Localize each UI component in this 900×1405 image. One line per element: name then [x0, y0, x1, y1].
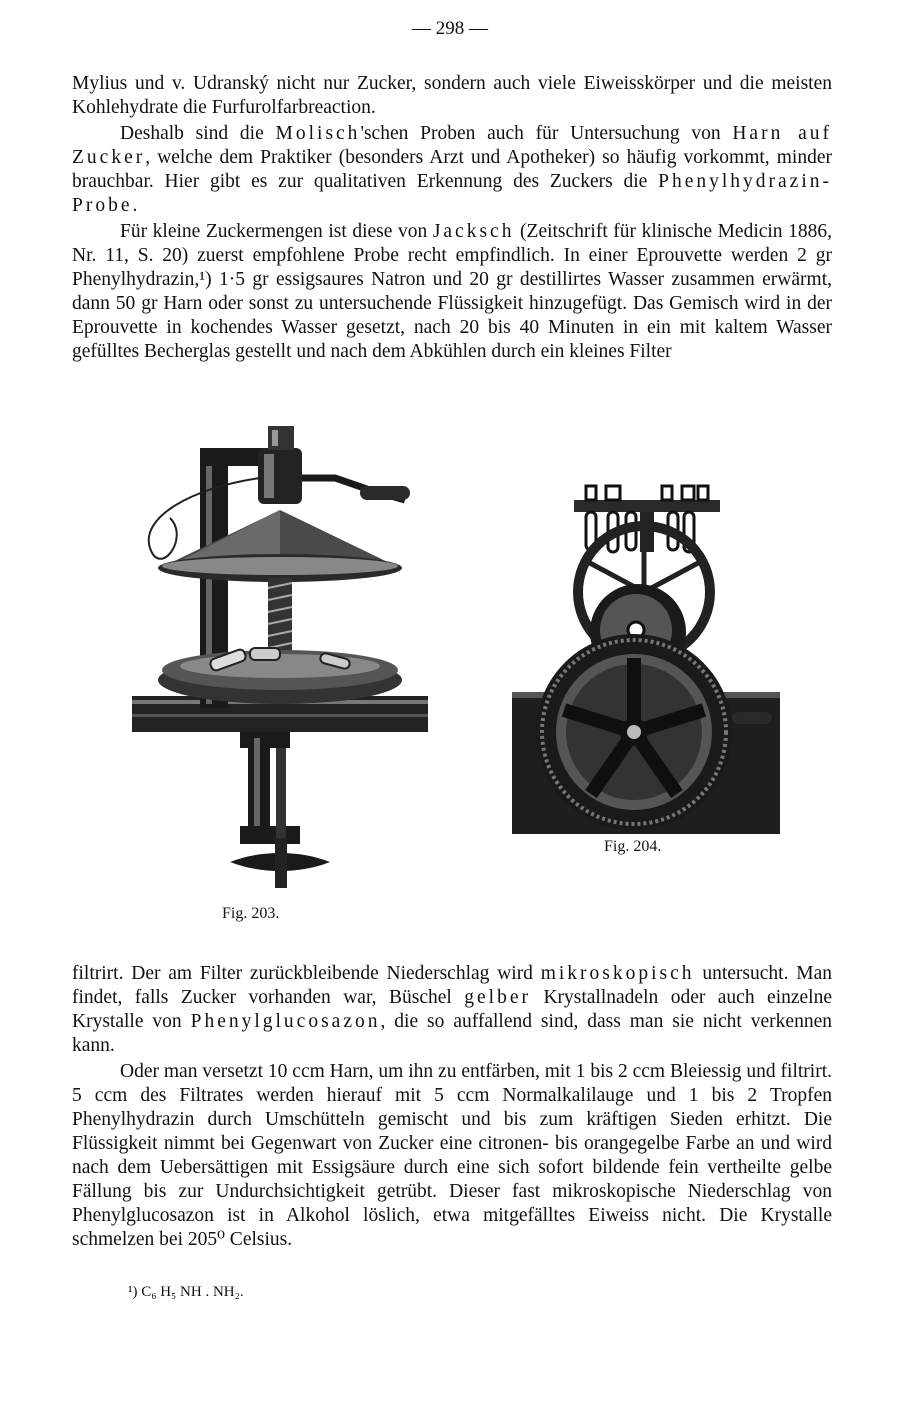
p1-text: Mylius und v. Udranský nicht nur Zucker, sondern auch viele Eiweisskörper und die meisten Kohlehydrate die Furfurolfarbreaction. — [72, 73, 832, 118]
p4-phenylglucosazon: Phenylglucosazon — [190, 1011, 381, 1032]
p2-text-e: , welche dem Praktiker (besonders Arzt und Apotheker) so häufig vorkommt, minder brauchbar. Hier gibt es zur qualitativen Erkennung des Zuckers die — [72, 147, 832, 192]
p2-text-c: 'schen Proben auch für Untersuchung von — [360, 123, 733, 144]
p2-text-a: Deshalb sind die — [120, 123, 276, 144]
figure-203-centrifuge-illustration — [130, 418, 430, 898]
p4-text-g: , die so auffallend sind, dass man sie nicht verkennen kann. — [72, 1011, 832, 1056]
paragraph-5 — [72, 1060, 832, 1252]
p2-text-g: . — [132, 195, 138, 216]
p2-harn-auf-zucker: Harn auf Zucker — [72, 123, 832, 168]
footnote: ¹) C₆ H₅ NH . NH₂. — [128, 1284, 244, 1300]
p4-text-c: untersucht. Man findet, falls Zucker vorhanden war, Büschel — [72, 963, 832, 1008]
paragraph-2 — [72, 122, 832, 218]
p3-text-c: (Zeitschrift für klinische Medicin 1886, Nr. 11, S. 20) zuerst empfohlene Probe recht empfindlich. In einer Eprouvette werden 2 gr Phenylhydrazin,¹) 1·5 gr essigsaures Natron und 20 gr destillirtes Wasser zusammen erwärmt, dann 50 gr Harn oder sonst zu untersuchende Flüssigkeit hinzugefügt. Das Gemisch wird in der Eprouvette in kochendes Wasser gesetzt, nach 20 bis 40 Minuten in ein mit kaltem Wasser gefülltes Becherglas gestellt und nach dem Abkühlen durch ein kleines Filter — [72, 221, 832, 362]
figure-203-caption: Fig. 203. — [222, 905, 280, 922]
figure-204-caption: Fig. 204. — [604, 838, 662, 855]
paragraph-1 — [72, 72, 832, 120]
p2-phenylhydrazin-probe: Phenylhydrazin-Probe — [72, 171, 832, 216]
figure-204-centrifuge-illustration — [512, 482, 780, 834]
p2-name-molisch: Molisch — [275, 123, 361, 144]
page-number: — 298 — — [412, 18, 488, 39]
paragraph-4 — [72, 962, 832, 1058]
p3-text-a: Für kleine Zuckermengen ist diese von — [120, 221, 433, 242]
p5-text: Oder man versetzt 10 ccm Harn, um ihn zu entfärben, mit 1 bis 2 ccm Bleiessig und filtrirt. 5 ccm des Filtrates werden hierauf mit 5 ccm Normalkalilauge und 1 bis 2 Tropfen Phenylhydrazin durch Umschütteln gemischt und bis zum kräftigen Sieden erhitzt. Die Flüssigkeit nimmt bei Gegenwart von Zucker eine citronen- bis orangegelbe Farbe an und wird nach dem Uebersättigen mit Essigsäure durch eine sich sofort bildende fein vertheilte gelbe Fällung bis zur Undurchsichtigkeit getrübt. Dieser fast mikroskopische Niederschlag von Phenylglucosazon ist in Alkohol löslich, etwa mitgefälltes Eiweiss nicht. Die Krystalle schmelzen bei 205⁰ Celsius. — [72, 1061, 832, 1250]
p4-mikroskopisch: mikroskopisch — [540, 963, 695, 984]
p4-text-e: Krystallnadeln oder auch einzelne Krystalle von — [72, 987, 832, 1032]
p4-gelber: gelber — [464, 987, 531, 1008]
p4-text-a: filtrirt. Der am Filter zurückbleibende Niederschlag wird — [72, 963, 541, 984]
paragraph-3 — [72, 220, 832, 364]
p3-name-jacksch: Jacksch — [432, 221, 515, 242]
